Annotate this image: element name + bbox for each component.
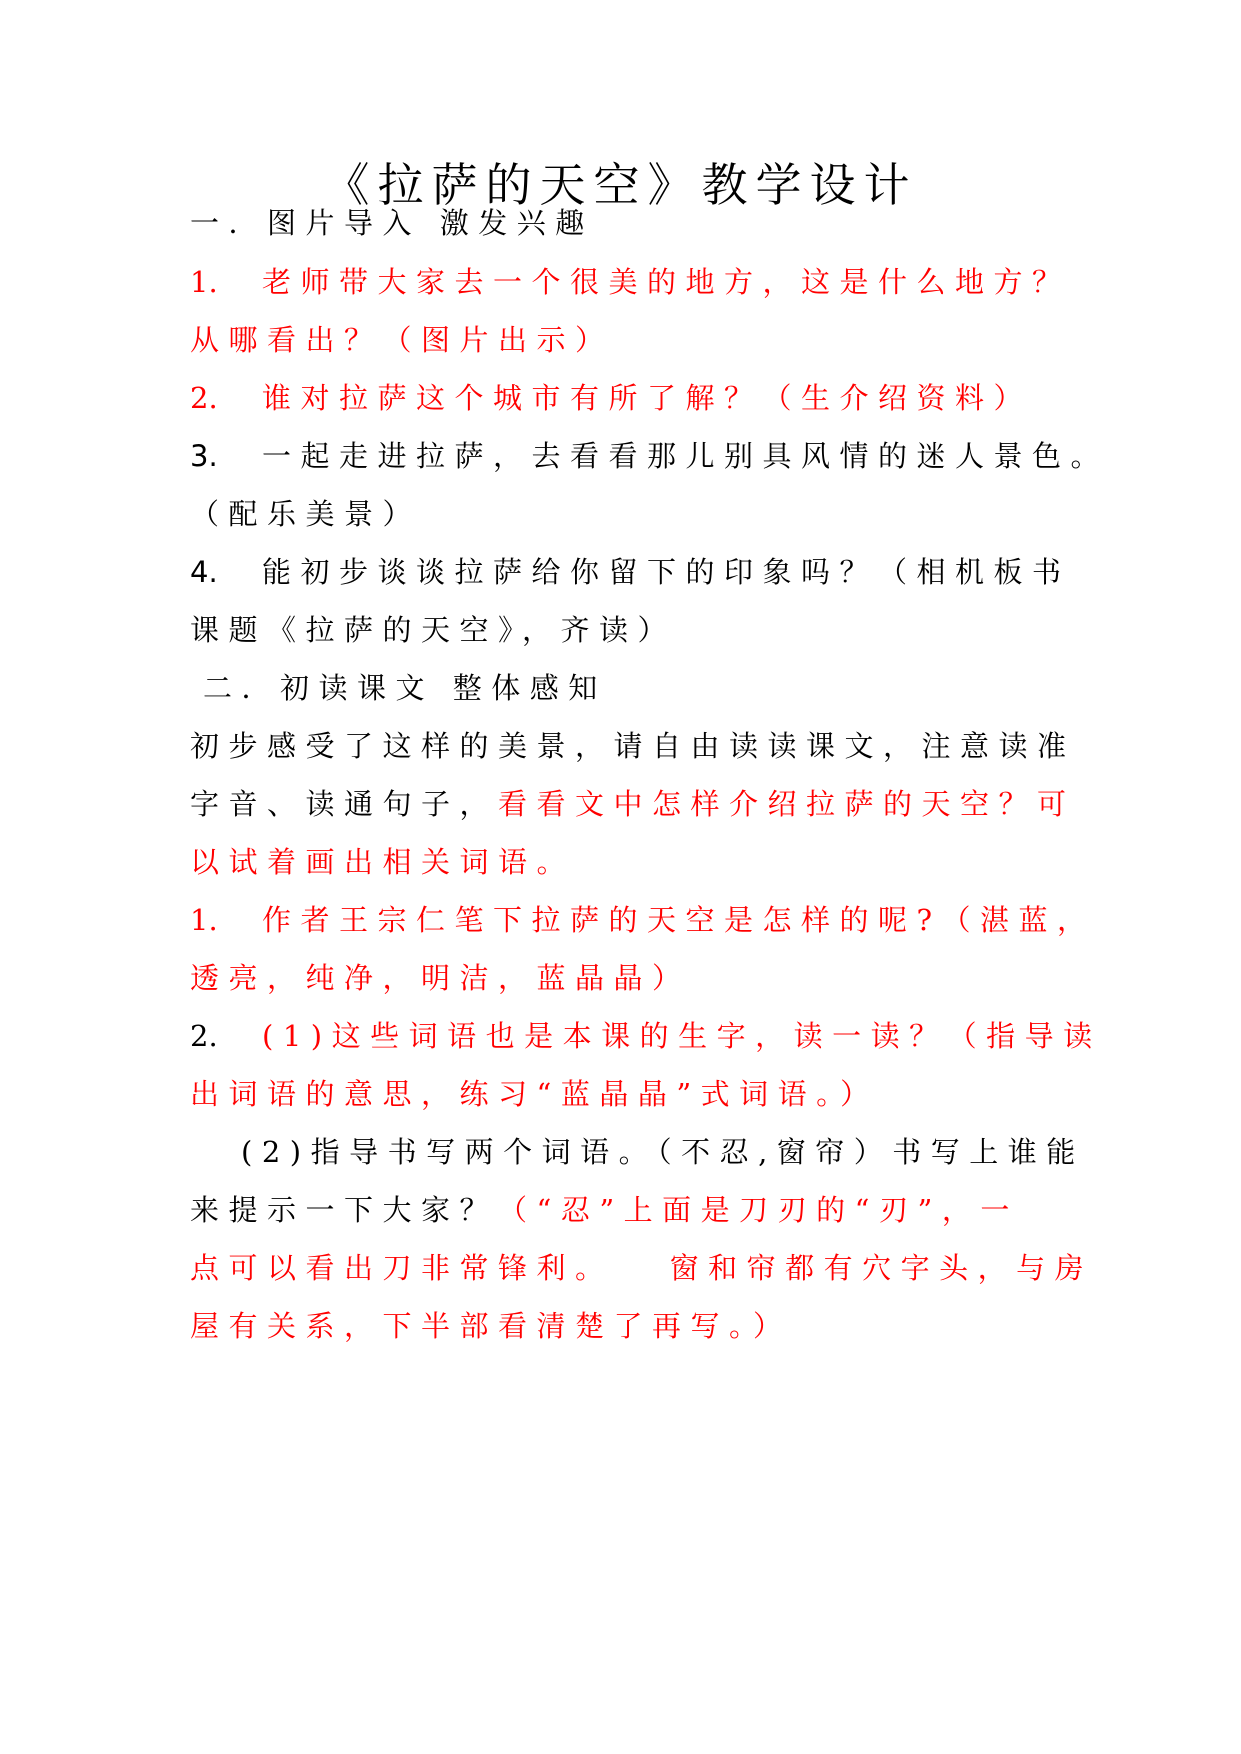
s2-item1-text: 作者王宗仁笔下拉萨的天空是怎样的呢?（湛蓝， [262, 903, 1096, 937]
s1-item4-line1 [190, 552, 1071, 592]
s2-intro-line1: 初步感受了这样的美景，请自由读读课文，注意读准 [190, 729, 1076, 763]
s2-item2-line2: 出词语的意思，练习“蓝晶晶”式词语。） [190, 1077, 879, 1111]
s2-intro-line2 [190, 784, 1076, 824]
s2-item1-line2: 透亮，纯净，明洁，蓝晶晶） [190, 961, 691, 995]
s2-item2-sub2-line4: 屋有关系，下半部看清楚了再写。） [190, 1309, 792, 1343]
s1-item1-line1 [190, 262, 1071, 302]
s2-intro-line2-highlight: 看看文中怎样介绍拉萨的天空？可 [498, 787, 1076, 821]
s2-item2-sub2-line3: 点可以看出刀非常锋利。 窗和帘都有穴字头，与房 [190, 1251, 1094, 1285]
s2-item1-line1 [190, 900, 1096, 940]
section-1-heading: 一．图片导入 激发兴趣 [190, 206, 594, 240]
s1-item1-line2: 从哪看出？（图片出示） [190, 323, 614, 357]
s2-intro-line2-plain: 字音、读通句子， [190, 787, 499, 821]
s1-item4-line2: 课题《拉萨的天空》，齐读） [190, 613, 677, 647]
s1-item1-number: 1. [190, 265, 218, 299]
s2-item2-sub2-line2 [190, 1190, 1019, 1230]
s1-item2-text: 谁对拉萨这个城市有所了解？（生介绍资料） [262, 381, 1033, 415]
s1-item1-text: 老师带大家去一个很美的地方，这是什么地方？ [262, 265, 1071, 299]
document-title: 《拉萨的天空》教学设计 [323, 158, 918, 212]
s1-item3-line1 [190, 436, 1109, 476]
s1-item4-number: 4. [190, 555, 218, 589]
s1-item4-text: 能初步谈谈拉萨给你留下的印象吗？（相机板书 [262, 555, 1071, 589]
s2-item2-sub2-line2-plain: 来提示一下大家？ [190, 1193, 499, 1227]
s1-item3-text: 一起走进拉萨，去看看那儿别具风情的迷人景色。 [262, 439, 1110, 473]
s2-item2-number: 2. [190, 1019, 218, 1053]
s2-item1-number: 1. [190, 903, 218, 937]
section-2-heading: 二．初读课文 整体感知 [203, 671, 607, 705]
s1-item3-line2: （配乐美景） [190, 497, 422, 531]
s2-item2-line1 [190, 1016, 1102, 1056]
s2-item2-sub2-line1: (2)指导书写两个词语。（不忍,窗帘）书写上谁能 [241, 1135, 1085, 1169]
s1-item3-number: 3. [190, 439, 218, 473]
s1-item2-number: 2. [190, 381, 218, 415]
s2-intro-line3: 以试着画出相关词语。 [190, 845, 576, 879]
s2-item2-text: (1)这些词语也是本课的生字，读一读？（指导读 [262, 1019, 1102, 1053]
s2-item2-sub2-line2-highlight: （“忍”上面是刀刃的“刃”，一 [498, 1193, 1019, 1227]
s1-item2-line1 [190, 378, 1032, 418]
